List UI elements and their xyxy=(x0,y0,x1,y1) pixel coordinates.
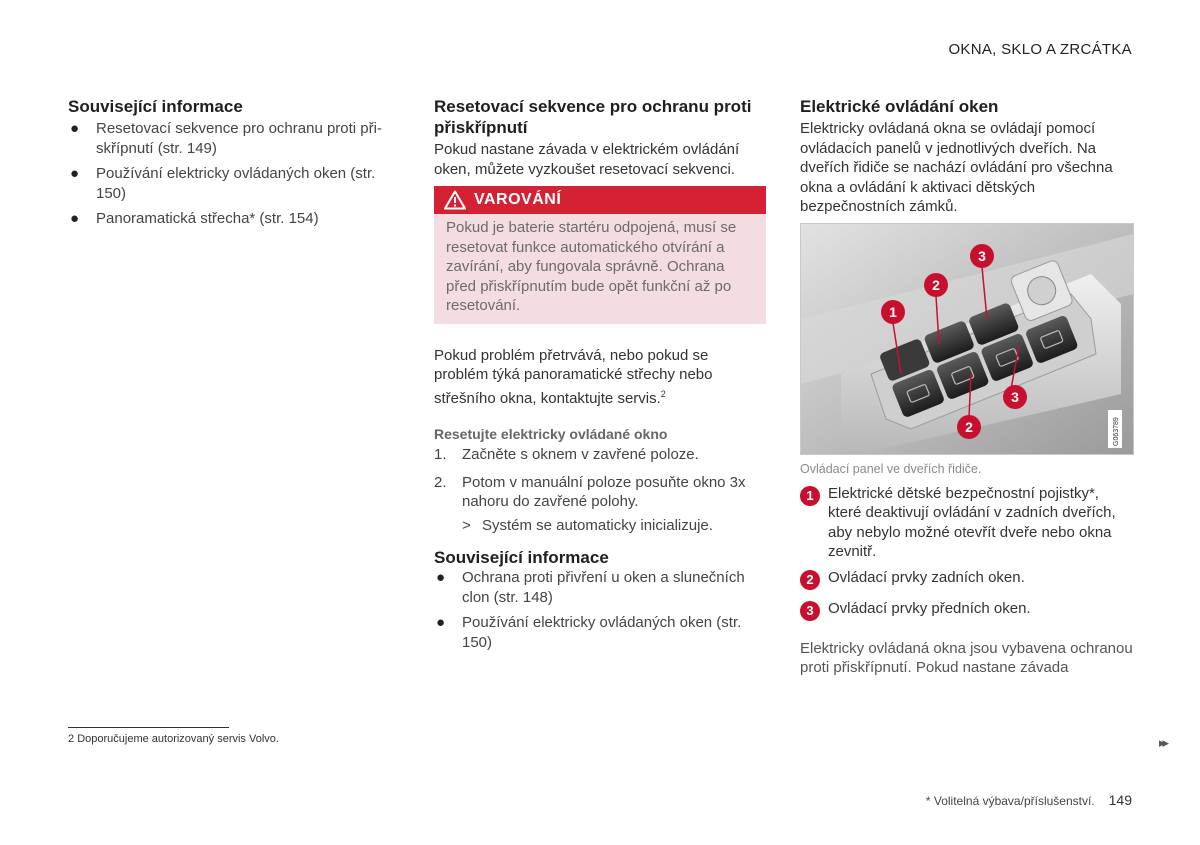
running-header: OKNA, SKLO A ZRCÁTKA xyxy=(948,41,1132,58)
column-right xyxy=(800,96,1134,678)
step-number: 2. xyxy=(434,473,447,491)
optional-equipment-note: * Volitelná výbava/příslušenství. xyxy=(925,794,1095,808)
callout-text: Ovládací prvky zadních oken. xyxy=(828,568,1025,586)
callout-2-badge xyxy=(957,415,981,439)
section-heading: Resetovací sekvence pro ochranu proti přiskřípnutí xyxy=(434,97,752,137)
callout-1-badge xyxy=(881,300,905,324)
step-text: Potom v manuální poloze posuňte okno 3x nahoru do zavřené polohy. xyxy=(462,473,746,510)
outro-paragraph: Elektricky ovládaná okna jsou vybavena ochranou proti přiskřípnutí. Pokud nastane závada xyxy=(800,639,1133,676)
footnote xyxy=(68,733,279,745)
page-number: 149 xyxy=(1108,792,1132,808)
svg-text:3: 3 xyxy=(1011,388,1019,405)
continue-arrow-icon: ▸▸ xyxy=(1158,735,1166,750)
list-item[interactable] xyxy=(68,164,386,203)
callout-legend xyxy=(800,484,1134,619)
service-paragraph xyxy=(434,346,766,409)
footer xyxy=(926,792,1132,808)
footnote-number: 2 xyxy=(68,733,75,745)
image-code: G063789 xyxy=(1113,416,1120,446)
result-marker: > xyxy=(462,516,471,534)
callout-number-badge: 3 xyxy=(800,601,820,621)
related-info-heading-2: Související informace xyxy=(434,548,609,567)
intro-paragraph: Elektricky ovládaná okna se ovládají pomocí ovládacích panelů v jednotlivých dveřích. Na dveřích řidiče se nachází ovládání pro všechna okna a ovládání k aktivaci dětských bezpečnostních zámků. xyxy=(800,120,1113,215)
callout-number-badge: 2 xyxy=(800,570,820,590)
footnote-separator xyxy=(68,727,229,728)
related-info-list-2 xyxy=(434,568,766,652)
service-paragraph-text: Pokud problém přetrvává, nebo pokud se problém týká panoramatické střechy nebo střešního okna, kontaktujte servis. xyxy=(434,346,713,407)
step-item xyxy=(434,473,766,536)
warning-label: VAROVÁNÍ xyxy=(474,191,562,208)
step-number: 1. xyxy=(434,446,447,463)
callout-number-badge: 1 xyxy=(800,486,820,506)
bullet-icon: ● xyxy=(436,614,446,631)
callout-text: Ovládací prvky předních oken. xyxy=(828,600,1031,617)
column-middle xyxy=(434,96,766,658)
svg-text:2: 2 xyxy=(932,276,940,293)
procedure-heading: Resetujte elektricky ovládané okno xyxy=(434,426,668,442)
callout-3-badge xyxy=(970,244,994,268)
link-text[interactable]: Panoramatická střecha* (str. 154) xyxy=(96,210,319,227)
list-item[interactable] xyxy=(434,613,766,652)
footnote-text: Doporučujeme autorizovaný servis Volvo. xyxy=(77,733,279,745)
callout-item xyxy=(800,599,1134,619)
related-info-list xyxy=(68,119,386,229)
bullet-icon: ● xyxy=(70,120,80,137)
section-heading: Elektrické ovládání oken xyxy=(800,97,999,116)
warning-box xyxy=(434,186,766,324)
photo-caption: Ovládací panel ve dveřích řidiče. xyxy=(800,461,982,476)
door-panel-photo xyxy=(800,223,1134,455)
related-info-heading: Související informace xyxy=(68,97,243,116)
callout-item xyxy=(800,484,1134,562)
bullet-icon: ● xyxy=(70,165,80,182)
callout-text: Elektrické dětské bezpečnostní pojistky*, které deaktivují ovládání v zadních dveřích, aby nebylo možné otevřít dveře nebo okna zevnitř. xyxy=(828,484,1116,560)
warning-header xyxy=(434,186,766,214)
column-left xyxy=(68,96,386,235)
list-item[interactable] xyxy=(68,119,386,158)
footnote-ref: 2 xyxy=(660,388,666,399)
intro-paragraph: Pokud nastane závada v elektrickém ovládání oken, můžete vyzkoušet resetovací sekvenci. xyxy=(434,141,740,178)
bullet-icon: ● xyxy=(70,210,80,227)
link-text[interactable]: Ochrana proti přivření u oken a slunečních clon (str. 148) xyxy=(462,569,745,606)
svg-text:1: 1 xyxy=(889,303,897,320)
door-panel-illustration xyxy=(801,224,1133,454)
link-text[interactable]: Resetovací sekvence pro ochranu proti při-skřípnutí (str. 149) xyxy=(96,120,382,157)
warning-text: Pokud je baterie startéru odpojená, musí se resetovat funkce automatického otvírání a zavírání, aby fungovala správně. Ochrana před přiskřípnutím bude opět funkční až po resetování. xyxy=(434,214,766,324)
bullet-icon: ● xyxy=(436,569,446,586)
result-text: Systém se automaticky inicializuje. xyxy=(482,516,713,534)
link-text[interactable]: Používání elektricky ovládaných oken (str. 150) xyxy=(462,614,742,651)
link-text[interactable]: Používání elektricky ovládaných oken (str. 150) xyxy=(96,165,376,202)
step-result xyxy=(462,516,766,536)
callout-2-badge xyxy=(924,273,948,297)
svg-text:3: 3 xyxy=(978,247,986,264)
step-item xyxy=(434,445,766,465)
step-text: Začněte s oknem v zavřené poloze. xyxy=(462,446,699,463)
warning-triangle-icon xyxy=(444,190,466,210)
svg-text:2: 2 xyxy=(965,418,973,435)
callout-3-badge xyxy=(1003,385,1027,409)
list-item[interactable] xyxy=(434,568,766,607)
callout-item xyxy=(800,568,1134,588)
procedure-steps xyxy=(434,445,766,535)
list-item[interactable] xyxy=(68,209,386,229)
